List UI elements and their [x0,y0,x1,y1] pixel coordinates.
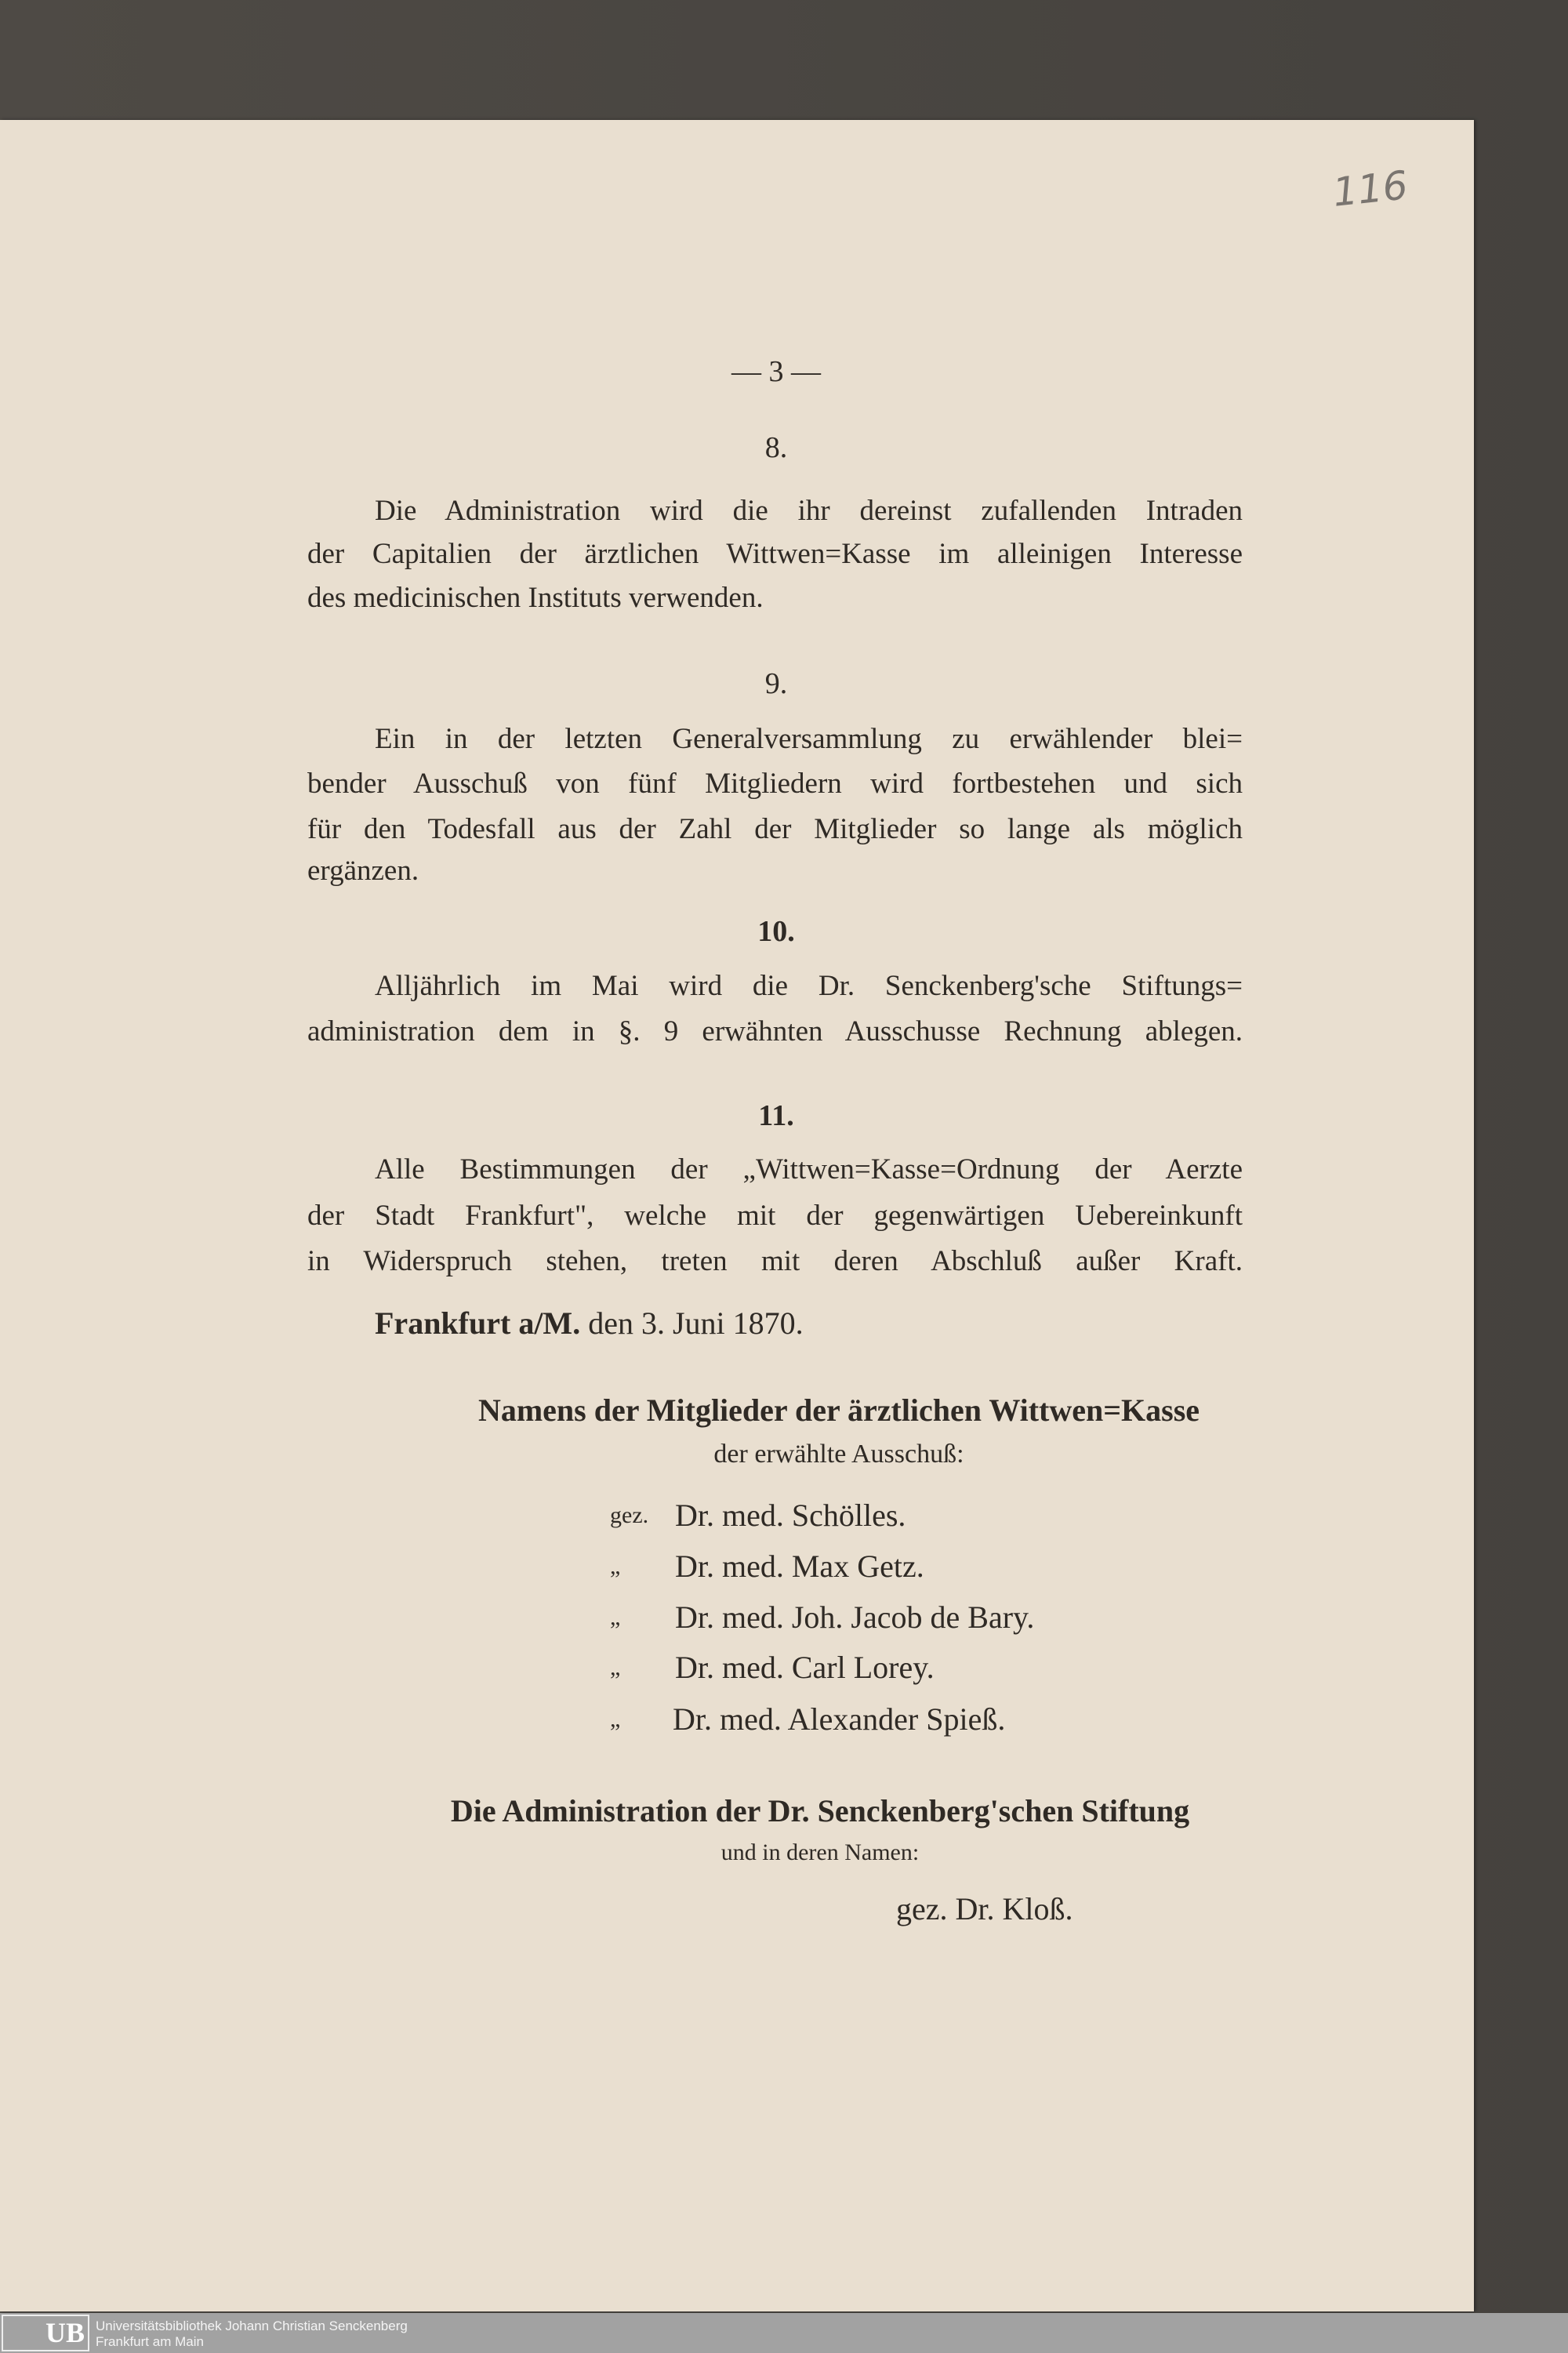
administration-signature: gez. Dr. Kloß. [896,1891,1073,1926]
footer-library-name: Universitätsbibliothek Johann Christian Senckenberg [96,2319,408,2333]
members-heading: Namens der Mitglieder der ärztlichen Wittwen=Kasse [477,1393,1200,1428]
paragraph-line: der Stadt Frankfurt", welche mit der gegenwärtigen Uebereinkunft [307,1200,1243,1232]
page-number: — 3 — [731,355,821,388]
signatory-prefix: „ [610,1654,621,1680]
date: den 3. Juni 1870. [588,1305,804,1341]
place: Frankfurt a/M. [375,1305,581,1341]
paragraph-line: ergänzen. [307,855,419,887]
signatory-prefix: „ [610,1706,621,1732]
paragraph-line: administration dem in §. 9 erwähnten Ausschusse Rechnung ablegen. [307,1015,1243,1048]
signatory-name: Dr. med. Joh. Jacob de Bary. [675,1600,1035,1635]
signatory-prefix: „ [610,1604,621,1630]
signatory-name: Dr. med. Alexander Spieß. [673,1701,1006,1737]
administration-subheading: und in deren Namen: [720,1839,920,1865]
library-footer [0,2313,1568,2353]
signatory-name: Dr. med. Max Getz. [675,1549,924,1584]
paragraph-line: bender Ausschuß von fünf Mitgliedern wird fortbestehen und sich [307,768,1243,800]
signatory-name: Dr. med. Schölles. [675,1498,906,1533]
signatory-prefix: gez. [610,1502,649,1528]
signatory-prefix: „ [610,1553,621,1579]
signatory-name: Dr. med. Carl Lorey. [675,1650,935,1685]
paragraph-line: der Capitalien der ärztlichen Wittwen=Kasse im alleinigen Interesse [307,538,1243,570]
paragraph-line: für den Todesfall aus der Zahl der Mitglieder so lange als möglich [307,813,1243,845]
paragraph-line: des medicinischen Instituts verwenden. [307,582,764,614]
handwritten-folio-number: 116 [1330,162,1410,216]
administration-heading: Die Administration der Dr. Senckenberg'schen Stiftung [450,1793,1190,1828]
section-number-11: 11. [758,1099,794,1132]
paragraph-line: in Widerspruch stehen, treten mit deren Abschluß außer Kraft. [307,1245,1243,1277]
paragraph-line: Ein in der letzten Generalversammlung zu erwählender blei= [375,723,1243,755]
section-number-8: 8. [764,431,788,464]
footer-location: Frankfurt am Main [96,2334,204,2349]
section-number-10: 10. [757,915,795,948]
section-number-9: 9. [764,667,788,700]
members-subheading: der erwählte Ausschuß: [713,1440,964,1469]
paragraph-line: Alle Bestimmungen der „Wittwen=Kasse=Ordnung der Aerzte [375,1153,1243,1186]
paragraph-line: Die Administration wird die ihr dereinst zufallenden Intraden [375,495,1243,527]
date-line [375,1305,804,1341]
ub-logo: UB [2,2315,89,2351]
paragraph-line: Alljährlich im Mai wird die Dr. Senckenberg'sche Stiftungs= [375,970,1243,1002]
